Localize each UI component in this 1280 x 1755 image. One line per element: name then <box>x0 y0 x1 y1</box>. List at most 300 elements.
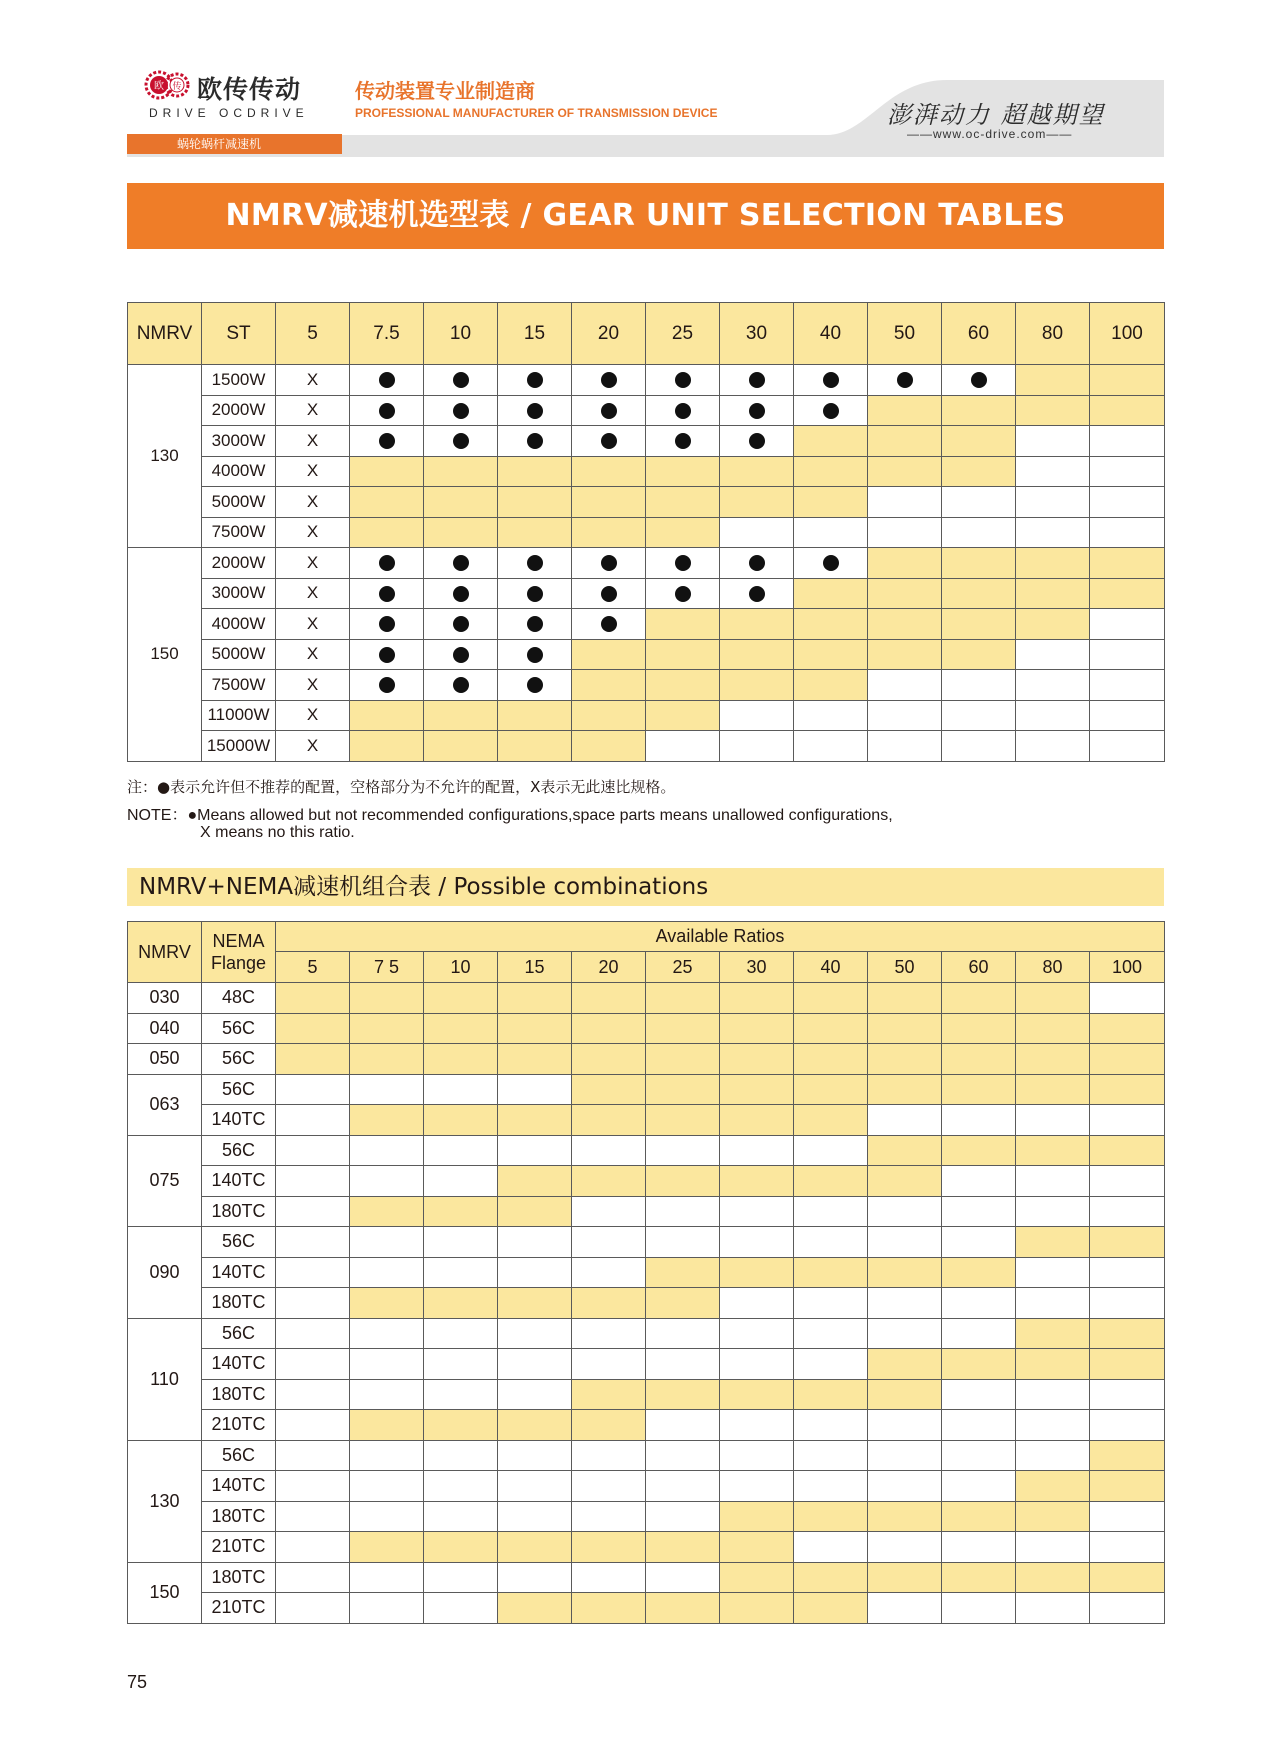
available-cell <box>424 1105 498 1136</box>
brand-name-cn: 欧传传动 <box>197 75 302 104</box>
not-recommended-dot-icon <box>601 586 617 602</box>
available-cell <box>350 1532 424 1563</box>
available-cell <box>942 1044 1016 1075</box>
unavailable-cell <box>276 1349 350 1380</box>
available-cell <box>1016 1044 1090 1075</box>
not-recommended-cell <box>572 548 646 579</box>
available-cell <box>794 1105 868 1136</box>
unavailable-cell <box>794 1532 868 1563</box>
combination-row <box>128 1440 1165 1471</box>
unavailable-cell <box>794 1196 868 1227</box>
ratio-header-cell: 10 <box>424 952 498 983</box>
unavailable-cell <box>868 1593 942 1624</box>
unallowed-cell <box>1090 487 1165 518</box>
unavailable-cell <box>868 1532 942 1563</box>
not-recommended-dot-icon <box>971 372 987 388</box>
nema-flange-cell: 180TC <box>202 1196 276 1227</box>
unavailable-cell <box>1016 1440 1090 1471</box>
available-cell <box>424 1013 498 1044</box>
unavailable-cell <box>572 1501 646 1532</box>
allowed-cell <box>572 517 646 548</box>
unavailable-cell <box>350 1501 424 1532</box>
unavailable-cell <box>646 1349 720 1380</box>
available-cell <box>794 1379 868 1410</box>
not-recommended-dot-icon <box>823 403 839 419</box>
nema-flange-cell: 180TC <box>202 1501 276 1532</box>
motor-power-cell: 7500W <box>202 670 276 701</box>
not-recommended-cell <box>350 609 424 640</box>
not-recommended-dot-icon <box>527 555 543 571</box>
unavailable-cell <box>350 1440 424 1471</box>
nmrv-model-cell: 110 <box>128 1318 202 1440</box>
available-cell <box>942 1135 1016 1166</box>
available-cell <box>720 1105 794 1136</box>
available-cell <box>350 1105 424 1136</box>
available-cell <box>720 1532 794 1563</box>
unavailable-cell <box>942 1410 1016 1441</box>
unavailable-cell <box>276 1532 350 1563</box>
unavailable-cell <box>350 1379 424 1410</box>
not-recommended-dot-icon <box>749 433 765 449</box>
allowed-cell <box>350 731 424 762</box>
unallowed-cell <box>1090 517 1165 548</box>
nema-combination-table <box>127 921 1165 1624</box>
unavailable-cell <box>276 1288 350 1319</box>
allowed-cell <box>572 487 646 518</box>
allowed-cell <box>720 456 794 487</box>
unavailable-cell <box>572 1135 646 1166</box>
not-recommended-dot-icon <box>897 372 913 388</box>
selection-header-cell: 80 <box>1016 303 1090 365</box>
nema-flange-cell: 56C <box>202 1044 276 1075</box>
unallowed-cell <box>1090 456 1165 487</box>
available-cell <box>424 1532 498 1563</box>
selection-header-cell: 20 <box>572 303 646 365</box>
unavailable-cell <box>350 1135 424 1166</box>
unallowed-cell <box>942 517 1016 548</box>
allowed-cell <box>572 670 646 701</box>
not-recommended-cell <box>646 548 720 579</box>
unavailable-cell <box>1090 983 1165 1014</box>
not-recommended-dot-icon <box>379 372 395 388</box>
nema-flange-cell: 180TC <box>202 1288 276 1319</box>
not-recommended-dot-icon <box>453 403 469 419</box>
selection-header-cell: 40 <box>794 303 868 365</box>
nema-flange-cell: 56C <box>202 1074 276 1105</box>
unavailable-cell <box>868 1318 942 1349</box>
available-cell <box>350 1013 424 1044</box>
available-cell <box>794 1501 868 1532</box>
allowed-cell <box>498 700 572 731</box>
allowed-cell <box>868 639 942 670</box>
not-recommended-dot-icon <box>453 616 469 632</box>
available-cell <box>720 1013 794 1044</box>
unavailable-cell <box>424 1562 498 1593</box>
not-recommended-dot-icon <box>453 586 469 602</box>
not-recommended-dot-icon <box>601 403 617 419</box>
nema-flange-cell: 56C <box>202 1013 276 1044</box>
available-cell <box>868 1349 942 1380</box>
allowed-cell <box>498 731 572 762</box>
allowed-cell <box>1090 365 1165 396</box>
unavailable-cell <box>1090 1105 1165 1136</box>
not-recommended-cell <box>868 365 942 396</box>
allowed-cell <box>942 578 1016 609</box>
unallowed-cell <box>1016 731 1090 762</box>
available-cell <box>868 1501 942 1532</box>
available-cell <box>498 1532 572 1563</box>
nema-flange-cell: 140TC <box>202 1349 276 1380</box>
unallowed-cell <box>1090 670 1165 701</box>
unavailable-cell <box>646 1501 720 1532</box>
not-recommended-cell <box>424 670 498 701</box>
allowed-cell <box>942 426 1016 457</box>
ratio-header-cell: 60 <box>942 952 1016 983</box>
available-cell <box>498 1044 572 1075</box>
unavailable-cell <box>276 1166 350 1197</box>
unallowed-cell <box>868 517 942 548</box>
company-logo-icon <box>144 62 190 108</box>
unavailable-cell <box>498 1349 572 1380</box>
unavailable-cell <box>276 1471 350 1502</box>
unavailable-cell <box>276 1105 350 1136</box>
available-cell <box>1090 1227 1165 1258</box>
nmrv-model-cell: 040 <box>128 1013 202 1044</box>
allowed-cell <box>1016 609 1090 640</box>
not-recommended-cell <box>498 548 572 579</box>
unallowed-cell <box>1016 700 1090 731</box>
available-cell <box>572 1074 646 1105</box>
nema-flange-cell: 56C <box>202 1318 276 1349</box>
available-cell <box>1016 1501 1090 1532</box>
not-recommended-dot-icon <box>379 586 395 602</box>
unavailable-cell <box>794 1227 868 1258</box>
unavailable-cell <box>720 1288 794 1319</box>
allowed-cell <box>720 670 794 701</box>
ratio-header-cell: 80 <box>1016 952 1090 983</box>
unavailable-cell <box>942 1318 1016 1349</box>
unavailable-cell <box>1090 1166 1165 1197</box>
logo-glyph-right: 传 <box>172 82 182 92</box>
available-cell <box>1090 1562 1165 1593</box>
available-cell <box>1090 1471 1165 1502</box>
unavailable-cell <box>424 1166 498 1197</box>
combination-row <box>128 1074 1165 1105</box>
unavailable-cell <box>646 1471 720 1502</box>
allowed-cell <box>720 639 794 670</box>
combination-header-row <box>128 922 1165 952</box>
not-recommended-dot-icon <box>675 586 691 602</box>
unavailable-cell <box>1090 1288 1165 1319</box>
available-cell <box>646 1257 720 1288</box>
unavailable-cell <box>794 1318 868 1349</box>
unavailable-cell <box>276 1593 350 1624</box>
available-cell <box>868 1379 942 1410</box>
unallowed-cell <box>942 670 1016 701</box>
not-recommended-dot-icon <box>527 616 543 632</box>
selection-row <box>128 456 1165 487</box>
available-cell <box>646 983 720 1014</box>
unavailable-cell <box>794 1349 868 1380</box>
unavailable-cell <box>942 1196 1016 1227</box>
not-recommended-cell <box>424 395 498 426</box>
available-cell <box>498 1166 572 1197</box>
motor-power-cell: 2000W <box>202 395 276 426</box>
not-recommended-cell <box>498 365 572 396</box>
nmrv-model-cell: 090 <box>128 1227 202 1319</box>
combination-row <box>128 1135 1165 1166</box>
not-recommended-dot-icon <box>527 433 543 449</box>
unavailable-cell <box>720 1227 794 1258</box>
available-cell <box>424 1410 498 1441</box>
allowed-cell <box>868 395 942 426</box>
allowed-cell <box>1090 395 1165 426</box>
not-recommended-dot-icon <box>379 616 395 632</box>
unallowed-cell <box>868 487 942 518</box>
available-cell <box>498 1196 572 1227</box>
allowed-cell <box>720 609 794 640</box>
nema-flange-cell: 140TC <box>202 1166 276 1197</box>
combination-row <box>128 1562 1165 1593</box>
available-cell <box>572 1593 646 1624</box>
unavailable-cell <box>646 1227 720 1258</box>
unallowed-cell <box>868 731 942 762</box>
allowed-cell <box>720 487 794 518</box>
allowed-cell <box>646 609 720 640</box>
unavailable-cell <box>276 1318 350 1349</box>
available-cell <box>646 1288 720 1319</box>
not-recommended-cell <box>424 609 498 640</box>
ratio-header-cell: 40 <box>794 952 868 983</box>
unavailable-cell <box>572 1471 646 1502</box>
motor-power-cell: 2000W <box>202 548 276 579</box>
available-cell <box>868 1013 942 1044</box>
available-cell <box>572 1379 646 1410</box>
nema-flange-cell: 180TC <box>202 1379 276 1410</box>
not-recommended-cell <box>498 670 572 701</box>
not-recommended-cell <box>572 395 646 426</box>
unavailable-cell <box>1016 1166 1090 1197</box>
note-en <box>127 802 893 825</box>
unavailable-cell <box>572 1227 646 1258</box>
unavailable-cell <box>498 1379 572 1410</box>
allowed-cell <box>794 639 868 670</box>
ratio-header-row <box>128 952 1165 983</box>
unavailable-cell <box>646 1440 720 1471</box>
not-recommended-cell <box>424 639 498 670</box>
unavailable-cell <box>1016 1379 1090 1410</box>
selection-header-cell: 10 <box>424 303 498 365</box>
available-cell <box>868 1257 942 1288</box>
selection-row <box>128 517 1165 548</box>
available-cell <box>350 1044 424 1075</box>
allowed-cell <box>868 609 942 640</box>
unallowed-cell <box>942 731 1016 762</box>
unavailable-cell <box>868 1410 942 1441</box>
available-cell <box>720 1379 794 1410</box>
unavailable-cell <box>498 1074 572 1105</box>
available-cell <box>350 1288 424 1319</box>
not-recommended-cell <box>424 548 498 579</box>
not-recommended-cell <box>498 426 572 457</box>
unavailable-cell <box>424 1074 498 1105</box>
nema-flange-cell: 210TC <box>202 1532 276 1563</box>
not-recommended-cell <box>720 395 794 426</box>
allowed-cell <box>942 639 1016 670</box>
unavailable-cell <box>646 1135 720 1166</box>
nema-flange-cell: 56C <box>202 1135 276 1166</box>
available-cell <box>498 983 572 1014</box>
available-cell <box>942 1501 1016 1532</box>
available-cell <box>868 983 942 1014</box>
unavailable-cell <box>276 1501 350 1532</box>
allowed-cell <box>646 456 720 487</box>
available-cell <box>1090 1135 1165 1166</box>
unallowed-cell <box>794 517 868 548</box>
allowed-cell <box>424 487 498 518</box>
unavailable-cell <box>572 1349 646 1380</box>
unavailable-cell <box>942 1471 1016 1502</box>
allowed-cell <box>646 700 720 731</box>
available-cell <box>1090 1349 1165 1380</box>
available-cell <box>572 983 646 1014</box>
unavailable-cell <box>350 1349 424 1380</box>
unavailable-cell <box>498 1318 572 1349</box>
available-cell <box>942 1349 1016 1380</box>
selection-header-cell: ST <box>202 303 276 365</box>
unavailable-cell <box>572 1562 646 1593</box>
unavailable-cell <box>942 1288 1016 1319</box>
allowed-cell <box>646 517 720 548</box>
unallowed-cell <box>1090 639 1165 670</box>
available-cell <box>572 1288 646 1319</box>
brand-name-en: DRIVE OCDRIVE <box>149 106 309 120</box>
combination-row <box>128 1410 1165 1441</box>
not-recommended-dot-icon <box>601 372 617 388</box>
unavailable-cell <box>1090 1593 1165 1624</box>
not-recommended-cell <box>572 426 646 457</box>
available-cell <box>646 1044 720 1075</box>
unavailable-cell <box>794 1288 868 1319</box>
note-en-label: NOTE： <box>127 807 188 824</box>
selection-row <box>128 639 1165 670</box>
no-ratio-cell: X <box>276 700 350 731</box>
unallowed-cell <box>942 487 1016 518</box>
no-ratio-cell: X <box>276 639 350 670</box>
combination-row <box>128 1227 1165 1258</box>
unavailable-cell <box>868 1471 942 1502</box>
available-cell <box>794 1166 868 1197</box>
ratio-header-cell: 30 <box>720 952 794 983</box>
unavailable-cell <box>498 1501 572 1532</box>
combination-row <box>128 1349 1165 1380</box>
allowed-cell <box>942 609 1016 640</box>
allowed-cell <box>498 517 572 548</box>
note-en-line1: ●Means allowed but not recommended configurations,space parts means unallowed configurations, <box>187 807 893 824</box>
selection-row <box>128 731 1165 762</box>
unavailable-cell <box>868 1440 942 1471</box>
combination-row <box>128 1257 1165 1288</box>
selection-row <box>128 365 1165 396</box>
unavailable-cell <box>646 1410 720 1441</box>
ratio-header-cell: 20 <box>572 952 646 983</box>
unavailable-cell <box>942 1593 1016 1624</box>
allowed-cell <box>868 426 942 457</box>
allowed-cell <box>350 487 424 518</box>
available-cell <box>646 1593 720 1624</box>
combination-row <box>128 1105 1165 1136</box>
not-recommended-cell <box>646 578 720 609</box>
unavailable-cell <box>350 1471 424 1502</box>
unallowed-cell <box>1090 609 1165 640</box>
nmrv-model-cell: 150 <box>128 548 202 762</box>
selection-header-cell: 60 <box>942 303 1016 365</box>
unavailable-cell <box>498 1471 572 1502</box>
allowed-cell <box>794 578 868 609</box>
not-recommended-dot-icon <box>379 433 395 449</box>
not-recommended-dot-icon <box>749 372 765 388</box>
unavailable-cell <box>646 1318 720 1349</box>
available-cell <box>1016 1013 1090 1044</box>
not-recommended-cell <box>498 578 572 609</box>
no-ratio-cell: X <box>276 487 350 518</box>
not-recommended-cell <box>498 609 572 640</box>
not-recommended-dot-icon <box>749 555 765 571</box>
motor-power-cell: 7500W <box>202 517 276 548</box>
not-recommended-cell <box>720 548 794 579</box>
unavailable-cell <box>794 1410 868 1441</box>
website-text: www.oc-drive.com <box>933 127 1047 141</box>
selection-header-cell: 100 <box>1090 303 1165 365</box>
nema-flange-column-header: NEMA Flange <box>202 922 276 983</box>
selection-row <box>128 487 1165 518</box>
unavailable-cell <box>1090 1532 1165 1563</box>
unavailable-cell <box>572 1440 646 1471</box>
allowed-cell <box>350 456 424 487</box>
unavailable-cell <box>424 1501 498 1532</box>
allowed-cell <box>572 700 646 731</box>
not-recommended-dot-icon <box>453 677 469 693</box>
not-recommended-dot-icon <box>601 555 617 571</box>
unavailable-cell <box>276 1440 350 1471</box>
no-ratio-cell: X <box>276 578 350 609</box>
available-cell <box>646 1013 720 1044</box>
combination-row <box>128 1318 1165 1349</box>
allowed-cell <box>794 456 868 487</box>
unavailable-cell <box>276 1135 350 1166</box>
unavailable-cell <box>1090 1379 1165 1410</box>
unavailable-cell <box>1016 1196 1090 1227</box>
available-cell <box>276 1044 350 1075</box>
selection-header-row <box>128 303 1165 365</box>
unallowed-cell <box>1090 700 1165 731</box>
not-recommended-dot-icon <box>453 372 469 388</box>
unavailable-cell <box>868 1227 942 1258</box>
allowed-cell <box>646 670 720 701</box>
not-recommended-dot-icon <box>749 586 765 602</box>
unallowed-cell <box>1016 639 1090 670</box>
allowed-cell <box>1090 548 1165 579</box>
motor-power-cell: 3000W <box>202 426 276 457</box>
available-cell <box>1016 1318 1090 1349</box>
unavailable-cell <box>720 1135 794 1166</box>
unavailable-cell <box>276 1196 350 1227</box>
combination-row <box>128 1013 1165 1044</box>
not-recommended-dot-icon <box>527 647 543 663</box>
unavailable-cell <box>276 1227 350 1258</box>
nema-flange-cell: 140TC <box>202 1105 276 1136</box>
not-recommended-cell <box>424 578 498 609</box>
